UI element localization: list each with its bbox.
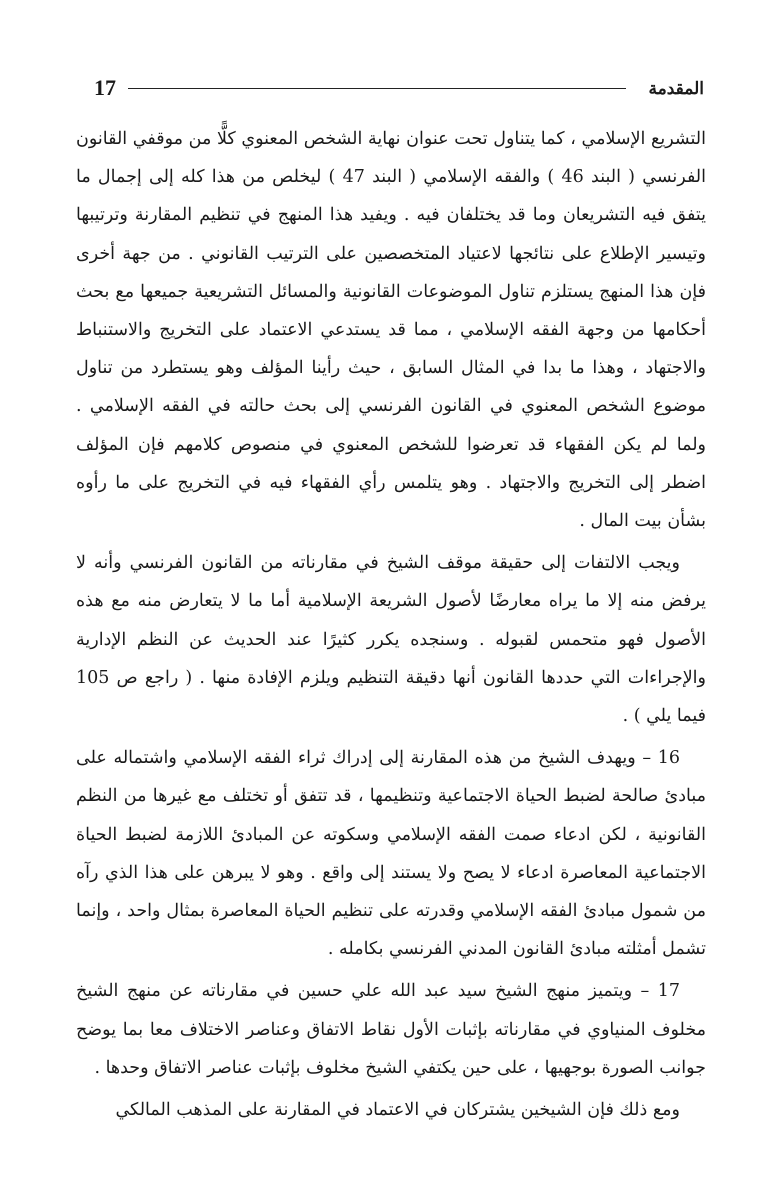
header-rule: [128, 88, 626, 89]
paragraph-4: 17 – ويتميز منهج الشيخ سيد عبد الله علي حسين في مقارناته عن منهج الشيخ مخلوف المنياوي في مقارناته بإثبات الأول نقاط الاتفاق وعناصر الاختلاف معا بما يوضح جوانب الصورة بوجهيها ، على حين يكتفي الشيخ مخلوف بإثبات عناصر الاتفاق وحدها .: [76, 981, 706, 1078]
paragraph-1: التشريع الإسلامي ، كما يتناول تحت عنوان نهاية الشخص المعنوي كلًّا من موقفي القانون الفرنسي ( البند 46 ) والفقه الإسلامي ( البند 47 ) ليخلص من هذا كله إلى إجمال ما يتفق فيه التشريعان وما قد يختلفان فيه . ويفيد هذا المنهج في تنظيم المقارنة وترتيبها وتيسير الإطلاع على نتائجها لاعتياد المتخصصين على الترتيب القانوني . من جهة أخرى فإن هذا المنهج يستلزم تناول الموضوعات القانونية والمسائل التشريعية جميعها مع بحث أحكامها من وجهة الفقه الإسلامي ، مما قد يستدعي الاعتماد على التخريج والاستنباط والاجتهاد ، وهذا ما بدا في المثال السابق ، حيث رأينا المؤلف وهو يستطرد من تناول موضوع الشخص المعنوي في القانون الفرنسي إلى بحث حالته في الفقه الإسلامي . ولما لم يكن الفقهاء قد تعرضوا للشخص المعنوي في منصوص كلامهم فإن المؤلف اضطر إلى التخريج والاجتهاد . وهو يتلمس رأي الفقهاء فيه في التخريج على ما رأوه بشأن بيت المال .: [76, 129, 707, 532]
page-header: [94, 74, 704, 106]
paragraph-5: ومع ذلك فإن الشيخين يشتركان في الاعتماد في المقارنة على المذهب المالكي: [115, 1100, 680, 1121]
paragraph-2: ويجب الالتفات إلى حقيقة موقف الشيخ في مقارناته من القانون الفرنسي وأنه لا يرفض منه إلا ما يراه معارضًا لأصول الشريعة الإسلامية أما ما لا يتعارض منه مع هذه الأصول فهو متحمس لقبوله . وسنجده يكرر كثيرًا عند الحديث عن النظم الإدارية والإجراءات التي حددها القانون أنها دقيقة التنظيم ويلزم الإفادة منها . ( راجع ص 105 فيما يلي ) .: [76, 553, 706, 727]
paragraph-3: 16 – ويهدف الشيخ من هذه المقارنة إلى إدراك ثراء الفقه الإسلامي واشتماله على مبادئ صالحة لضبط الحياة الاجتماعية وتنظيمها ، قد تتفق أو تختلف مع غيرها من النظم القانونية ، لكن ادعاء صمت الفقه الإسلامي وسكوته عن المبادئ اللازمة لضبط الحياة الاجتماعية المعاصرة ادعاء لا يصح ولا يستند إلى واقع . وهو لا يبرهن على هذا الذي رآه من شمول مبادئ الفقه الإسلامي وقدرته على تنظيم الحياة المعاصرة بمثال واحد ، وإنما تشمل أمثلته مبادئ القانون المدني الفرنسي بكامله .: [76, 748, 706, 960]
body-text: [76, 120, 706, 1133]
running-head: المقدمة: [648, 79, 704, 99]
page-number: 17: [94, 75, 116, 100]
